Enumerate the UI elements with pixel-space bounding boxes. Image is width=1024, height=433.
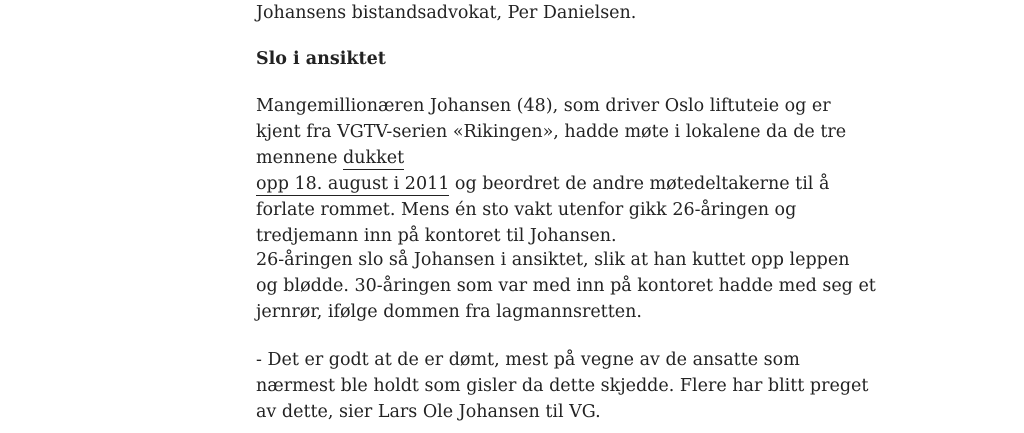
paragraph-meeting [256, 93, 876, 249]
article-link-date[interactable]: opp 18. august i 2011 [256, 174, 450, 194]
paragraph-assault: 26-åringen slo så Johansen i ansiktet, slik at han kuttet opp leppen og blødde. 30-åringen som var med inn på kontoret hadde med seg et jernrør, ifølge dommen fra lagmannsretten. [256, 250, 876, 322]
section-subheading: Slo i ansiktet [256, 49, 386, 69]
article-link-dukket[interactable]: dukket [343, 148, 405, 168]
paragraph-intro-tail: Johansens bistandsadvokat, Per Danielsen. [256, 3, 637, 23]
paragraph-meeting-text-end: og beordret de andre møtedeltakerne til å forlate rommet. Mens én sto vakt utenfor gikk 26-åringen og tredjemann inn på kontoret til Johansen. [256, 174, 830, 246]
paragraph-meeting-text-start: Mangemillionæren Johansen (48), som driver Oslo liftuteie og er kjent fra VGTV-serien «Rikingen», hadde møte i lokalene da de tre mennene [256, 96, 847, 168]
paragraph-quote: - Det er godt at de er dømt, mest på vegne av de ansatte som nærmest ble holdt som gisler da dette skjedde. Flere har blitt preget av dette, sier Lars Ole Johansen til VG. [256, 350, 869, 422]
